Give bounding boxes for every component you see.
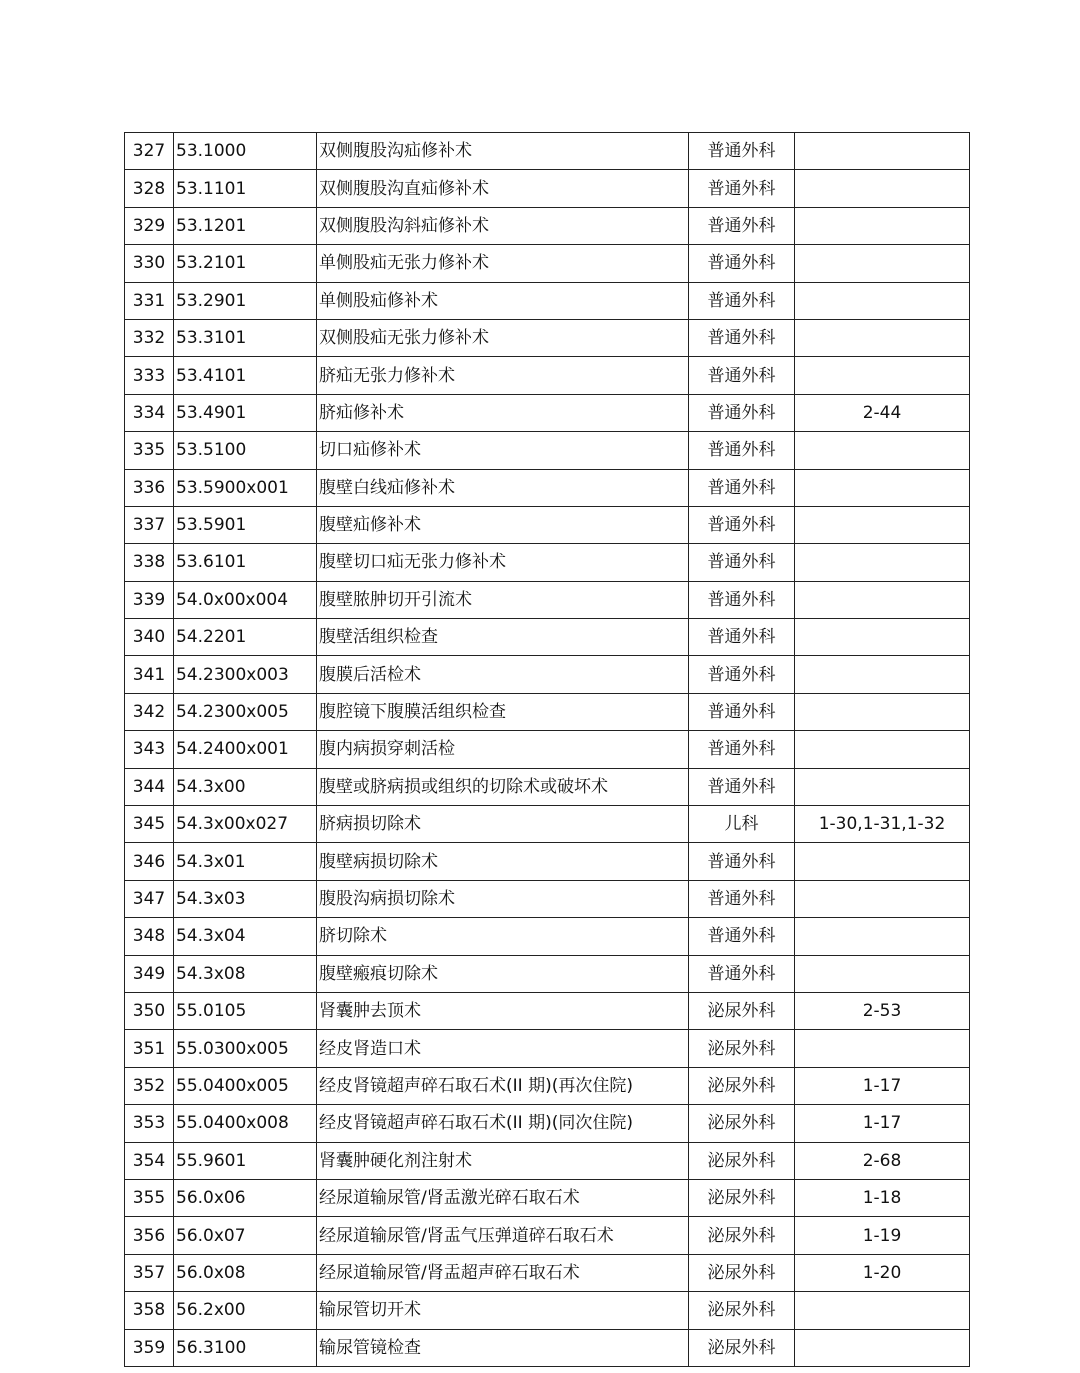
procedure-name-cell: 腹壁脓肿切开引流术 bbox=[317, 581, 689, 618]
procedure-code-cell: 54.3x04 bbox=[174, 918, 317, 955]
note-cell bbox=[795, 619, 970, 656]
table-row bbox=[125, 731, 970, 768]
procedure-name-cell: 经皮肾镜超声碎石取石术(II 期)(再次住院) bbox=[317, 1067, 689, 1104]
department-cell: 普通外科 bbox=[689, 619, 795, 656]
note-cell: 1-17 bbox=[795, 1105, 970, 1142]
procedure-code-cell: 54.3x03 bbox=[174, 880, 317, 917]
note-cell bbox=[795, 207, 970, 244]
department-cell: 泌尿外科 bbox=[689, 1067, 795, 1104]
note-cell bbox=[795, 170, 970, 207]
table-row bbox=[125, 1179, 970, 1216]
note-cell: 1-20 bbox=[795, 1254, 970, 1291]
procedure-name-cell: 经皮肾镜超声碎石取石术(II 期)(同次住院) bbox=[317, 1105, 689, 1142]
table-row bbox=[125, 1030, 970, 1067]
row-number-cell: 346 bbox=[125, 843, 174, 880]
procedure-table bbox=[124, 132, 970, 1367]
procedure-name-cell: 切口疝修补术 bbox=[317, 432, 689, 469]
row-number-cell: 354 bbox=[125, 1142, 174, 1179]
note-cell bbox=[795, 1030, 970, 1067]
procedure-name-cell: 腹内病损穿刺活检 bbox=[317, 731, 689, 768]
procedure-name-cell: 单侧股疝无张力修补术 bbox=[317, 245, 689, 282]
department-cell: 泌尿外科 bbox=[689, 1030, 795, 1067]
row-number-cell: 340 bbox=[125, 619, 174, 656]
table-row bbox=[125, 394, 970, 431]
procedure-name-cell: 腹壁或脐病损或组织的切除术或破坏术 bbox=[317, 768, 689, 805]
table-row bbox=[125, 1292, 970, 1329]
note-cell: 2-68 bbox=[795, 1142, 970, 1179]
table-row bbox=[125, 619, 970, 656]
department-cell: 普通外科 bbox=[689, 319, 795, 356]
note-cell bbox=[795, 245, 970, 282]
table-row bbox=[125, 245, 970, 282]
procedure-name-cell: 脐疝无张力修补术 bbox=[317, 357, 689, 394]
row-number-cell: 332 bbox=[125, 319, 174, 356]
procedure-code-cell: 54.3x00x027 bbox=[174, 806, 317, 843]
department-cell: 普通外科 bbox=[689, 731, 795, 768]
procedure-code-cell: 53.1000 bbox=[174, 133, 317, 170]
department-cell: 泌尿外科 bbox=[689, 1329, 795, 1366]
department-cell: 泌尿外科 bbox=[689, 1217, 795, 1254]
department-cell: 普通外科 bbox=[689, 880, 795, 917]
department-cell: 普通外科 bbox=[689, 581, 795, 618]
note-cell bbox=[795, 880, 970, 917]
procedure-code-cell: 56.0x06 bbox=[174, 1179, 317, 1216]
procedure-code-cell: 54.3x01 bbox=[174, 843, 317, 880]
table-row bbox=[125, 656, 970, 693]
department-cell: 泌尿外科 bbox=[689, 992, 795, 1029]
table-row bbox=[125, 432, 970, 469]
department-cell: 普通外科 bbox=[689, 955, 795, 992]
row-number-cell: 330 bbox=[125, 245, 174, 282]
note-cell bbox=[795, 955, 970, 992]
department-cell: 普通外科 bbox=[689, 693, 795, 730]
procedure-code-cell: 54.0x00x004 bbox=[174, 581, 317, 618]
department-cell: 普通外科 bbox=[689, 506, 795, 543]
department-cell: 普通外科 bbox=[689, 133, 795, 170]
procedure-name-cell: 脐疝修补术 bbox=[317, 394, 689, 431]
procedure-code-cell: 54.2400x001 bbox=[174, 731, 317, 768]
procedure-name-cell: 腹壁切口疝无张力修补术 bbox=[317, 544, 689, 581]
procedure-code-cell: 53.2101 bbox=[174, 245, 317, 282]
note-cell bbox=[795, 133, 970, 170]
note-cell: 1-17 bbox=[795, 1067, 970, 1104]
row-number-cell: 347 bbox=[125, 880, 174, 917]
note-cell: 1-30,1-31,1-32 bbox=[795, 806, 970, 843]
procedure-name-cell: 输尿管切开术 bbox=[317, 1292, 689, 1329]
procedure-code-cell: 53.3101 bbox=[174, 319, 317, 356]
row-number-cell: 356 bbox=[125, 1217, 174, 1254]
note-cell: 2-53 bbox=[795, 992, 970, 1029]
table-row bbox=[125, 1067, 970, 1104]
note-cell: 2-44 bbox=[795, 394, 970, 431]
procedure-code-cell: 54.2201 bbox=[174, 619, 317, 656]
table-row bbox=[125, 992, 970, 1029]
table-row bbox=[125, 469, 970, 506]
row-number-cell: 358 bbox=[125, 1292, 174, 1329]
department-cell: 普通外科 bbox=[689, 245, 795, 282]
row-number-cell: 344 bbox=[125, 768, 174, 805]
row-number-cell: 336 bbox=[125, 469, 174, 506]
department-cell: 普通外科 bbox=[689, 170, 795, 207]
row-number-cell: 333 bbox=[125, 357, 174, 394]
table-row bbox=[125, 955, 970, 992]
note-cell bbox=[795, 843, 970, 880]
row-number-cell: 359 bbox=[125, 1329, 174, 1366]
note-cell bbox=[795, 469, 970, 506]
note-cell bbox=[795, 731, 970, 768]
procedure-name-cell: 腹壁疝修补术 bbox=[317, 506, 689, 543]
table-row bbox=[125, 693, 970, 730]
procedure-code-cell: 55.0400x005 bbox=[174, 1067, 317, 1104]
department-cell: 普通外科 bbox=[689, 394, 795, 431]
department-cell: 普通外科 bbox=[689, 918, 795, 955]
note-cell bbox=[795, 1329, 970, 1366]
department-cell: 泌尿外科 bbox=[689, 1105, 795, 1142]
table-row bbox=[125, 806, 970, 843]
table-row bbox=[125, 1254, 970, 1291]
note-cell bbox=[795, 506, 970, 543]
department-cell: 泌尿外科 bbox=[689, 1142, 795, 1179]
procedure-code-cell: 53.5100 bbox=[174, 432, 317, 469]
row-number-cell: 339 bbox=[125, 581, 174, 618]
procedure-name-cell: 经尿道输尿管/肾盂气压弹道碎石取石术 bbox=[317, 1217, 689, 1254]
department-cell: 泌尿外科 bbox=[689, 1179, 795, 1216]
note-cell bbox=[795, 432, 970, 469]
row-number-cell: 348 bbox=[125, 918, 174, 955]
procedure-code-cell: 56.0x08 bbox=[174, 1254, 317, 1291]
department-cell: 普通外科 bbox=[689, 207, 795, 244]
department-cell: 普通外科 bbox=[689, 656, 795, 693]
table-row bbox=[125, 357, 970, 394]
row-number-cell: 329 bbox=[125, 207, 174, 244]
table-row bbox=[125, 1217, 970, 1254]
note-cell bbox=[795, 656, 970, 693]
procedure-name-cell: 单侧股疝修补术 bbox=[317, 282, 689, 319]
procedure-name-cell: 脐病损切除术 bbox=[317, 806, 689, 843]
row-number-cell: 342 bbox=[125, 693, 174, 730]
table-row bbox=[125, 133, 970, 170]
note-cell bbox=[795, 768, 970, 805]
procedure-code-cell: 56.3100 bbox=[174, 1329, 317, 1366]
note-cell: 1-18 bbox=[795, 1179, 970, 1216]
table-row bbox=[125, 768, 970, 805]
procedure-name-cell: 双侧腹股沟疝修补术 bbox=[317, 133, 689, 170]
row-number-cell: 343 bbox=[125, 731, 174, 768]
row-number-cell: 341 bbox=[125, 656, 174, 693]
table-row bbox=[125, 1329, 970, 1366]
procedure-code-cell: 55.0105 bbox=[174, 992, 317, 1029]
procedure-code-cell: 53.1201 bbox=[174, 207, 317, 244]
department-cell: 普通外科 bbox=[689, 357, 795, 394]
note-cell bbox=[795, 918, 970, 955]
procedure-name-cell: 经皮肾造口术 bbox=[317, 1030, 689, 1067]
procedure-name-cell: 经尿道输尿管/肾盂超声碎石取石术 bbox=[317, 1254, 689, 1291]
note-cell bbox=[795, 357, 970, 394]
department-cell: 泌尿外科 bbox=[689, 1292, 795, 1329]
table-row bbox=[125, 1105, 970, 1142]
table-row bbox=[125, 880, 970, 917]
procedure-code-cell: 56.2x00 bbox=[174, 1292, 317, 1329]
department-cell: 普通外科 bbox=[689, 768, 795, 805]
procedure-code-cell: 53.1101 bbox=[174, 170, 317, 207]
procedure-code-cell: 53.4101 bbox=[174, 357, 317, 394]
table-row bbox=[125, 1142, 970, 1179]
procedure-code-cell: 53.2901 bbox=[174, 282, 317, 319]
procedure-name-cell: 肾囊肿硬化剂注射术 bbox=[317, 1142, 689, 1179]
procedure-code-cell: 53.4901 bbox=[174, 394, 317, 431]
procedure-code-cell: 54.3x00 bbox=[174, 768, 317, 805]
row-number-cell: 355 bbox=[125, 1179, 174, 1216]
procedure-table-body bbox=[125, 133, 970, 1367]
table-row bbox=[125, 581, 970, 618]
procedure-name-cell: 腹壁病损切除术 bbox=[317, 843, 689, 880]
row-number-cell: 337 bbox=[125, 506, 174, 543]
procedure-name-cell: 腹腔镜下腹膜活组织检查 bbox=[317, 693, 689, 730]
row-number-cell: 357 bbox=[125, 1254, 174, 1291]
procedure-name-cell: 腹膜后活检术 bbox=[317, 656, 689, 693]
table-row bbox=[125, 843, 970, 880]
note-cell bbox=[795, 544, 970, 581]
row-number-cell: 331 bbox=[125, 282, 174, 319]
procedure-code-cell: 53.5900x001 bbox=[174, 469, 317, 506]
department-cell: 儿科 bbox=[689, 806, 795, 843]
procedure-name-cell: 腹壁瘢痕切除术 bbox=[317, 955, 689, 992]
procedure-name-cell: 双侧腹股沟直疝修补术 bbox=[317, 170, 689, 207]
note-cell bbox=[795, 581, 970, 618]
department-cell: 泌尿外科 bbox=[689, 1254, 795, 1291]
procedure-name-cell: 腹壁白线疝修补术 bbox=[317, 469, 689, 506]
procedure-name-cell: 双侧腹股沟斜疝修补术 bbox=[317, 207, 689, 244]
procedure-name-cell: 经尿道输尿管/肾盂激光碎石取石术 bbox=[317, 1179, 689, 1216]
row-number-cell: 327 bbox=[125, 133, 174, 170]
procedure-name-cell: 双侧股疝无张力修补术 bbox=[317, 319, 689, 356]
row-number-cell: 351 bbox=[125, 1030, 174, 1067]
procedure-name-cell: 肾囊肿去顶术 bbox=[317, 992, 689, 1029]
row-number-cell: 335 bbox=[125, 432, 174, 469]
procedure-code-cell: 56.0x07 bbox=[174, 1217, 317, 1254]
department-cell: 普通外科 bbox=[689, 469, 795, 506]
table-row bbox=[125, 319, 970, 356]
table-row bbox=[125, 170, 970, 207]
table-row bbox=[125, 506, 970, 543]
procedure-code-cell: 55.9601 bbox=[174, 1142, 317, 1179]
procedure-code-cell: 53.6101 bbox=[174, 544, 317, 581]
table-row bbox=[125, 918, 970, 955]
note-cell bbox=[795, 1292, 970, 1329]
procedure-name-cell: 输尿管镜检查 bbox=[317, 1329, 689, 1366]
note-cell: 1-19 bbox=[795, 1217, 970, 1254]
procedure-name-cell: 脐切除术 bbox=[317, 918, 689, 955]
procedure-code-cell: 54.3x08 bbox=[174, 955, 317, 992]
row-number-cell: 349 bbox=[125, 955, 174, 992]
row-number-cell: 328 bbox=[125, 170, 174, 207]
table-row bbox=[125, 207, 970, 244]
procedure-code-cell: 55.0300x005 bbox=[174, 1030, 317, 1067]
department-cell: 普通外科 bbox=[689, 544, 795, 581]
note-cell bbox=[795, 693, 970, 730]
row-number-cell: 338 bbox=[125, 544, 174, 581]
table-row bbox=[125, 544, 970, 581]
procedure-code-cell: 53.5901 bbox=[174, 506, 317, 543]
row-number-cell: 334 bbox=[125, 394, 174, 431]
department-cell: 普通外科 bbox=[689, 432, 795, 469]
row-number-cell: 345 bbox=[125, 806, 174, 843]
row-number-cell: 352 bbox=[125, 1067, 174, 1104]
department-cell: 普通外科 bbox=[689, 282, 795, 319]
note-cell bbox=[795, 319, 970, 356]
department-cell: 普通外科 bbox=[689, 843, 795, 880]
procedure-code-cell: 54.2300x005 bbox=[174, 693, 317, 730]
procedure-code-cell: 54.2300x003 bbox=[174, 656, 317, 693]
note-cell bbox=[795, 282, 970, 319]
procedure-code-cell: 55.0400x008 bbox=[174, 1105, 317, 1142]
procedure-name-cell: 腹股沟病损切除术 bbox=[317, 880, 689, 917]
row-number-cell: 350 bbox=[125, 992, 174, 1029]
table-row bbox=[125, 282, 970, 319]
procedure-name-cell: 腹壁活组织检查 bbox=[317, 619, 689, 656]
row-number-cell: 353 bbox=[125, 1105, 174, 1142]
